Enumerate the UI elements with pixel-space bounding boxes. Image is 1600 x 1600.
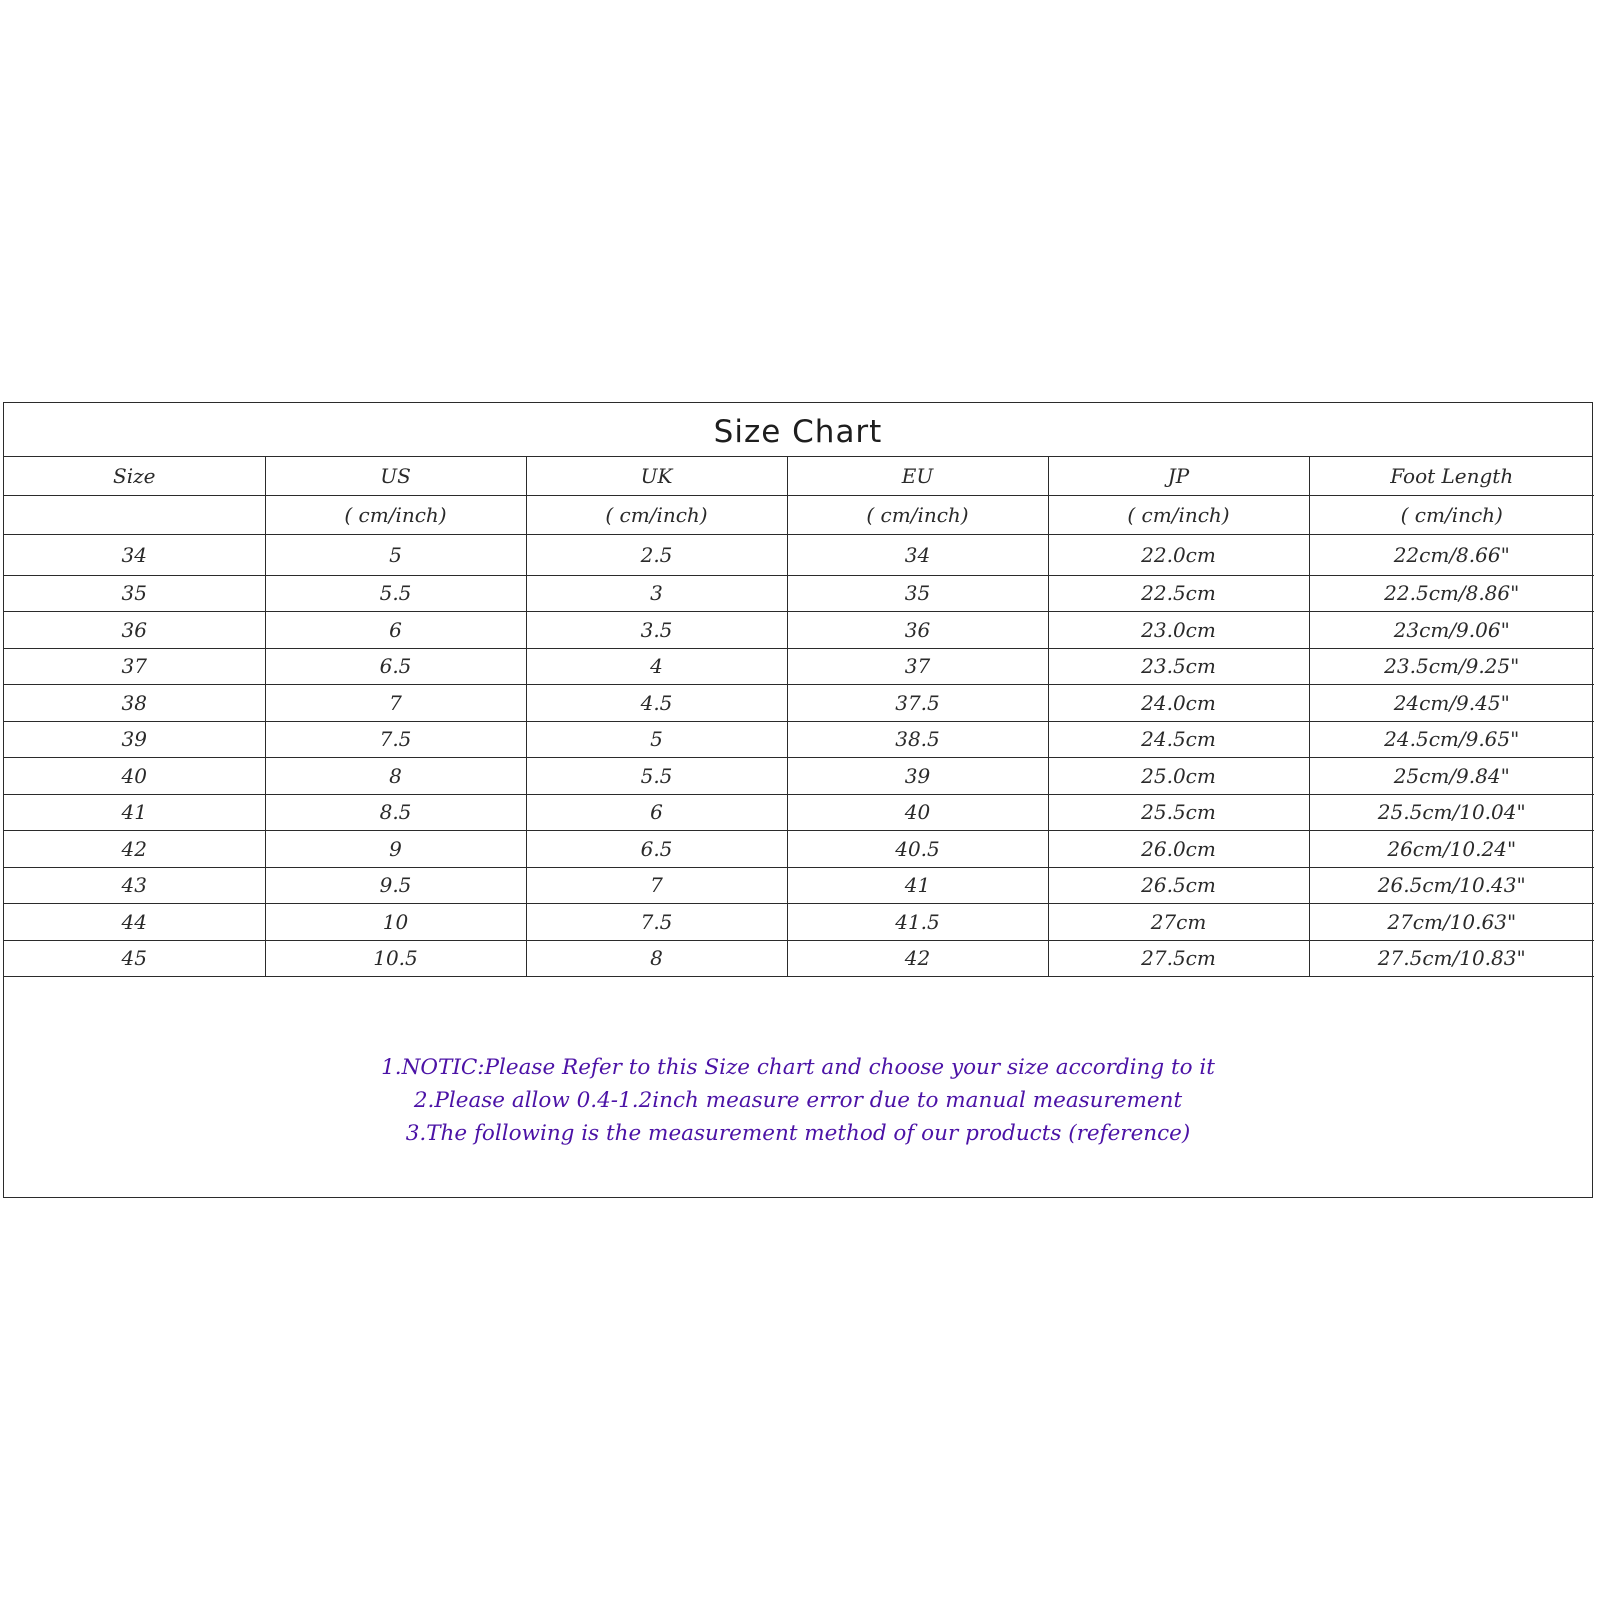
table-cell: 7 (265, 685, 526, 722)
table-row (4, 721, 1594, 758)
table-cell: 7 (526, 867, 787, 904)
size-chart (3, 402, 1593, 1198)
table-cell: 22.5cm/8.86" (1309, 575, 1594, 612)
table-cell: 3.5 (526, 612, 787, 649)
table-cell: 8 (265, 758, 526, 795)
table-cell: 25.5cm (1048, 794, 1309, 831)
table-cell: 24.0cm (1048, 685, 1309, 722)
table-cell: 6.5 (526, 831, 787, 868)
table-cell: 22cm/8.66" (1309, 534, 1594, 575)
table-cell: 8 (526, 940, 787, 977)
note-line: 1.NOTIC:Please Refer to this Size chart and choose your size according to it (381, 1055, 1215, 1080)
unit-cell: ( cm/inch) (526, 495, 787, 534)
table-cell: 41 (4, 794, 265, 831)
table-row (4, 940, 1594, 977)
unit-cell: ( cm/inch) (265, 495, 526, 534)
table-cell: 23.5cm/9.25" (1309, 648, 1594, 685)
table-cell: 43 (4, 867, 265, 904)
unit-cell (4, 495, 265, 534)
table-cell: 27cm/10.63" (1309, 904, 1594, 941)
table-cell: 5 (265, 534, 526, 575)
table-cell: 27cm (1048, 904, 1309, 941)
column-header: Size (4, 457, 265, 495)
table-cell: 8.5 (265, 794, 526, 831)
unit-cell: ( cm/inch) (1048, 495, 1309, 534)
column-header: JP (1048, 457, 1309, 495)
table-cell: 6 (526, 794, 787, 831)
table-cell: 25cm/9.84" (1309, 758, 1594, 795)
notes (4, 1051, 1592, 1150)
table-cell: 9 (265, 831, 526, 868)
table-cell: 26.5cm/10.43" (1309, 867, 1594, 904)
table-cell: 23.5cm (1048, 648, 1309, 685)
table-cell: 24.5cm (1048, 721, 1309, 758)
table-cell: 6 (265, 612, 526, 649)
table-cell: 10 (265, 904, 526, 941)
table-cell: 26.5cm (1048, 867, 1309, 904)
table-cell: 3 (526, 575, 787, 612)
table-cell: 7.5 (265, 721, 526, 758)
table-row (4, 534, 1594, 575)
table-cell: 25.5cm/10.04" (1309, 794, 1594, 831)
title-row (4, 403, 1592, 457)
table-body (4, 457, 1594, 977)
table-row (4, 867, 1594, 904)
table-cell: 26.0cm (1048, 831, 1309, 868)
table-row (4, 794, 1594, 831)
table-row (4, 612, 1594, 649)
table-cell: 40 (4, 758, 265, 795)
unit-cell: ( cm/inch) (787, 495, 1048, 534)
table-row (4, 758, 1594, 795)
table-cell: 10.5 (265, 940, 526, 977)
table-cell: 23.0cm (1048, 612, 1309, 649)
column-header: EU (787, 457, 1048, 495)
table-cell: 35 (4, 575, 265, 612)
table-cell: 4.5 (526, 685, 787, 722)
table-cell: 38.5 (787, 721, 1048, 758)
header-row (4, 457, 1594, 495)
note-line: 2.Please allow 0.4-1.2inch measure error due to manual measurement (413, 1088, 1183, 1113)
note-line: 3.The following is the measurement method of our products (reference) (405, 1121, 1191, 1146)
table-row (4, 685, 1594, 722)
table-cell: 41 (787, 867, 1048, 904)
table-cell: 5.5 (265, 575, 526, 612)
table-cell: 23cm/9.06" (1309, 612, 1594, 649)
table-cell: 27.5cm (1048, 940, 1309, 977)
table-cell: 26cm/10.24" (1309, 831, 1594, 868)
table-cell: 22.0cm (1048, 534, 1309, 575)
table-cell: 38 (4, 685, 265, 722)
table-cell: 25.0cm (1048, 758, 1309, 795)
table-cell: 24cm/9.45" (1309, 685, 1594, 722)
table-cell: 22.5cm (1048, 575, 1309, 612)
table-cell: 36 (787, 612, 1048, 649)
table-cell: 37.5 (787, 685, 1048, 722)
column-header: US (265, 457, 526, 495)
unit-row (4, 495, 1594, 534)
table-cell: 37 (4, 648, 265, 685)
table-cell: 27.5cm/10.83" (1309, 940, 1594, 977)
chart-title: Size Chart (713, 413, 883, 450)
table-cell: 6.5 (265, 648, 526, 685)
table-cell: 42 (787, 940, 1048, 977)
table-cell: 42 (4, 831, 265, 868)
table-row (4, 904, 1594, 941)
unit-cell: ( cm/inch) (1309, 495, 1594, 534)
table-cell: 39 (4, 721, 265, 758)
table-cell: 24.5cm/9.65" (1309, 721, 1594, 758)
table-cell: 41.5 (787, 904, 1048, 941)
table-cell: 45 (4, 940, 265, 977)
size-table (4, 457, 1594, 977)
table-cell: 44 (4, 904, 265, 941)
table-cell: 37 (787, 648, 1048, 685)
table-cell: 34 (787, 534, 1048, 575)
table-row (4, 831, 1594, 868)
table-row (4, 648, 1594, 685)
table-cell: 39 (787, 758, 1048, 795)
table-cell: 9.5 (265, 867, 526, 904)
table-cell: 5 (526, 721, 787, 758)
table-row (4, 575, 1594, 612)
table-cell: 7.5 (526, 904, 787, 941)
table-cell: 5.5 (526, 758, 787, 795)
table-cell: 4 (526, 648, 787, 685)
column-header: Foot Length (1309, 457, 1594, 495)
table-cell: 35 (787, 575, 1048, 612)
table-cell: 36 (4, 612, 265, 649)
column-header: UK (526, 457, 787, 495)
table-cell: 2.5 (526, 534, 787, 575)
table-cell: 40 (787, 794, 1048, 831)
table-cell: 40.5 (787, 831, 1048, 868)
table-cell: 34 (4, 534, 265, 575)
